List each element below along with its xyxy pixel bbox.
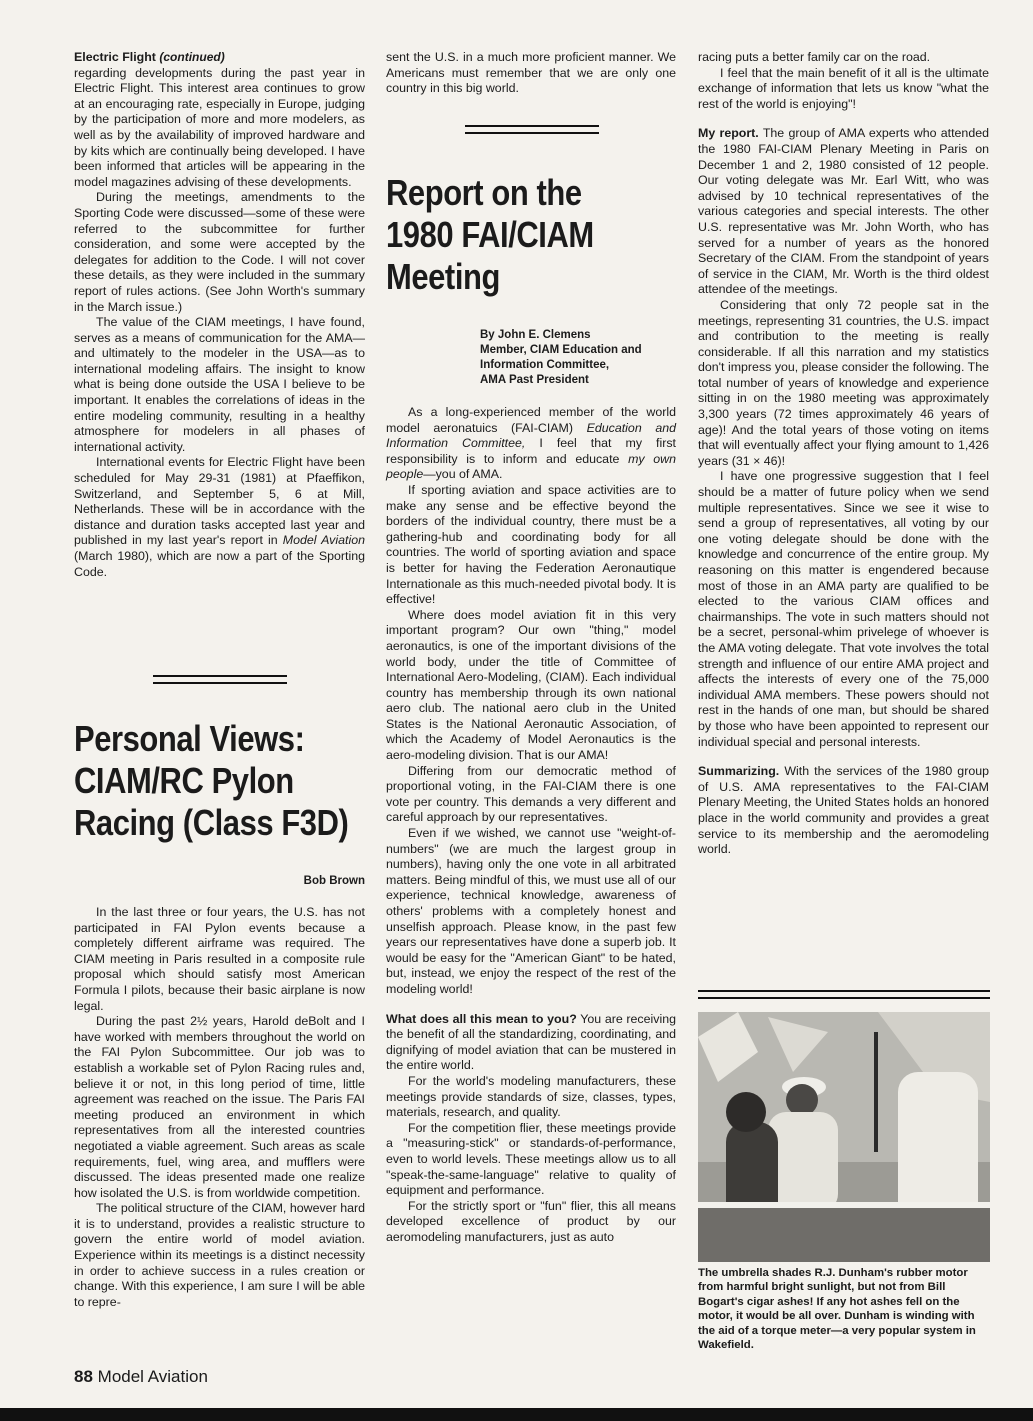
byline-block [74, 874, 365, 889]
magazine-name: Model Aviation [97, 1367, 208, 1386]
article-title: Report on the 1980 FAI/CIAM Meeting [386, 172, 594, 297]
scan-edge [0, 1408, 1033, 1421]
paragraph: Considering that only 72 people sat in the meetings, representing 31 countries, the U.S. impact and contribution to the meeting is really considerable. If all this narration and my statistics don't impress you, please consider the following. The total number of years of knowledge and experience sitting in on the 1980 meeting was approximately 3,300 years (72 times approximately 46 years of age)! And the total years of those voting on items that will eventually affect your flying amount to 1,426 years (31 × 46)! [698, 297, 989, 468]
photo-caption: The umbrella shades R.J. Dunham's rubber motor from harmful bright sunlight, but not from Bill Bogart's cigar ashes! If any hot ashes fell on the motor, it would be all over. Dunham is winding with the aid of a torque meter—a very popular system in Wakefield. [698, 1267, 976, 1352]
emphasis: my own people [386, 451, 676, 482]
divider-rule [465, 125, 599, 134]
byline-block [480, 328, 680, 388]
author-title: Information Committee, [480, 359, 610, 371]
continued-label: (continued) [159, 50, 225, 64]
paragraph: If sporting aviation and space activities are to make any sense and be effective beyond the borders of the individual country, there must be a gathering-hub and coordinating body for all countries. The world of sporting aviation and space is better for having the Federation Aeronautique Internationale as this much-needed pivotal body. It is effective! [386, 482, 676, 607]
paragraph [698, 126, 989, 298]
column-2-body [386, 405, 676, 1245]
author-title: AMA Past President [480, 374, 589, 386]
paragraph: Where does model aviation fit in this very important program? Our own "thing," model aeronautics, is one of the important divisions of the world body, under the title of Committee of International Aero-Modeling, (CIAM). Each individual country has membership through its own national aero club. The national aero club in the United States is the National Aeronautic Association, of which the Academy of Model Aeronautics is the aero-modeling division. That is our AMA! [386, 607, 676, 763]
paragraph: Even if we wished, we cannot use "weight-of-numbers" (we are much the largest group in numbers), having only the one vote in all arbitrated matters. Being mindful of this, we must use all of our experience, technical knowledge, awareness of others' problems with a completely honest and unselfish approach. Please know, in the past few years our representatives have done a superb job. It would be easy for the "American Giant" to be hated, but, instead, we enjoy the respect of the rest of the modeling world! [386, 826, 676, 996]
paragraph: I have one progressive suggestion that I feel should be a matter of future policy when we send multiple representatives. Since we see it wise to send a group of representatives, all voting by our one voting delegate should be done with the knowledge and concurrence of the entire group. My reasoning on this matter is engendered because most of those in an AMA party are qualified to be elected to the various CIAM offices and chairmanships. The vote in such matters should not be a secret, personal-whim privelege of whoever is the AMA voting delegate. That vote involves the total strength and influence of our entire AMA project and affects the interests of every one of the 75,000 individual AMA members. These powers should not rest in the hands of one man, but should be shared by those who have been appointed to represent our individual special and personal interests. [698, 469, 989, 749]
text-run: (March 1980), which are now a part of the Sporting Code. [74, 549, 365, 579]
section-title: Electric Flight [74, 50, 156, 64]
article-title: Personal Views: CIAM/RC Pylon Racing (Class F3D) [74, 718, 349, 843]
photo-graphic [698, 1012, 990, 1262]
column-3 [698, 50, 989, 858]
paragraph: For the strictly sport or "fun" flier, this all means developed excellence of product by our aeromodeling manufacturers, just as auto [386, 1198, 676, 1244]
text-run: I feel that my first responsibility is to inform and educate [386, 436, 676, 466]
column-1 [74, 50, 365, 580]
photo-umbrella-model [698, 1012, 990, 1262]
text-run: As a long-experienced member of the world model aeronatuics (FAI-CIAM) [386, 405, 676, 435]
magazine-ref: Model Aviation [282, 533, 365, 548]
paragraph [386, 405, 676, 483]
paragraph: I feel that the main benefit of it all is the ultimate exchange of information that lets us know "what the rest of the world is enjoying"! [698, 65, 989, 111]
paragraph [698, 764, 989, 858]
paragraph [74, 455, 365, 580]
author-byline: Bob Brown [303, 875, 365, 887]
author-title: Member, CIAM Education and [480, 344, 642, 356]
article-title-report [386, 172, 686, 298]
paragraph: During the past 2½ years, Harold deBolt and I have worked with members throughout the world on the FAI Pylon Subcommittee. Our job was to establish a workable set of Pylon Racing rules and, believe it or not, in this long period of time, little agreement was reached on the issue. The Paris FAI meeting produced an environment in which representatives from all the interested countries negotiated a viable agreement. Such areas as scale requirements, fuel, wing area, and mufflers were discussed. The ideas presented made one realize how isolated the U.S. is from worldwide competition. [74, 1014, 365, 1200]
paragraph [386, 1012, 676, 1074]
run-in-heading: Summarizing. [698, 764, 780, 779]
text-run: With the services of the 1980 group of U.S. AMA representatives to the FAI-CIAM Plenary Meeting, the United States holds an honored place in the world community and provides a great service to its membership and the aeromodeling world. [698, 764, 989, 857]
paragraph: The political structure of the CIAM, however hard it is to understand, provides a realistic structure to govern the entire world of model aviation. Experience within its meetings is a distinct necessity in order to achieve success in a rules creation or change. With this experience, I am sure I will be able to repre- [74, 1201, 365, 1309]
emphasis: Education and Information Committee, [386, 420, 676, 451]
article-title-personal-views [74, 718, 414, 844]
page-footer [74, 1367, 208, 1387]
column-1-lower [74, 905, 365, 1310]
paragraph: For the competition flier, these meetings provide a "measuring-stick" or standards-of-performance, even to world levels. These meetings allow us to all "speak-the-same-language" relative to quality of equipment and performance. [386, 1120, 676, 1198]
continued-heading [74, 50, 365, 66]
paragraph: For the world's modeling manufacturers, these meetings provide standards of size, classes, types, materials, research, and quality. [386, 1073, 676, 1120]
text-run: The group of AMA experts who attended the 1980 FAI-CIAM Plenary Meeting in Paris on December 1 and 2, 1980 consisted of 12 people. Our voting delegate was Mr. Earl Witt, who was advised by 10 technical representatives of the various categories and special interests. The other U.S. representative was Mr. John Worth, who has served for a number of years as the honored Secretary of the CIAM. From the standpoint of years of service in the CIAM, Mr. Worth is the third oldest attendee of the meetings. [698, 126, 989, 297]
author-byline: By John E. Clemens [480, 329, 591, 341]
divider-rule [698, 990, 990, 999]
caption-block [698, 1266, 990, 1352]
divider-rule [153, 675, 287, 684]
paragraph: racing puts a better family car on the road. [698, 50, 931, 64]
paragraph: regarding developments during the past year in Electric Flight. This interest area continues to grow at an encouraging rate, especially in Europe, judging by the participation of more and more modelers, as well as by the availability of improved hardware and by kits which are continually being developed. I have been informed that articles will be appearing in the model magazines advising of these developments. [74, 65, 365, 189]
paragraph: In the last three or four years, the U.S. has not participated in FAI Pylon events because a completely different airframe was required. The CIAM meeting in Paris resulted in a composite rule proposal which should satisfy most American Formula I pilots, because their basic airplane is now legal. [74, 905, 365, 1013]
page-number: 88 [74, 1367, 93, 1386]
paragraph: Differing from our democratic method of proportional voting, in the FAI-CIAM there is one vote per country. This demands a very different and careful approach by our representatives. [386, 763, 676, 825]
run-in-heading: What does all this mean to you? [386, 1011, 577, 1026]
run-in-heading: My report. [698, 126, 759, 141]
paragraph: sent the U.S. in a much more proficient manner. We Americans must remember that we are only one country in this big world. [386, 50, 676, 96]
text-run: You are receiving the benefit of all the standardizing, coordinating, and dignifying of model aviation that can be mustered in the entire world. [386, 1011, 676, 1073]
column-2 [386, 50, 676, 97]
paragraph: The value of the CIAM meetings, I have found, serves as a means of communication for the AMA—and ultimately to the modeler in the USA—as to international modeling affairs. The insight to know what is being done outside the USA I believe to be important. It enables the correlations of ideas in the entire modeling community, resulting in a healthy atmosphere for modelers in all phases of international activity. [74, 315, 365, 454]
text-run: International events for Electric Flight have been scheduled for May 29-31 (1981) at Pfaeffikon, Switzerland, and September 5, 6 at Mill, Netherlands. These will be in accordance with the distance and duration tasks accepted last year and published in my last year's report in [74, 455, 365, 548]
paragraph: During the meetings, amendments to the Sporting Code were discussed—some of these were referred to the subcommittee for further consideration, and some were accepted by the delegates for addition to the Code. I will not cover these details, as they were included in the summary report of rules actions. (See John Worth's summary in the March issue.) [74, 190, 365, 314]
text-run: —you of AMA. [423, 467, 503, 482]
